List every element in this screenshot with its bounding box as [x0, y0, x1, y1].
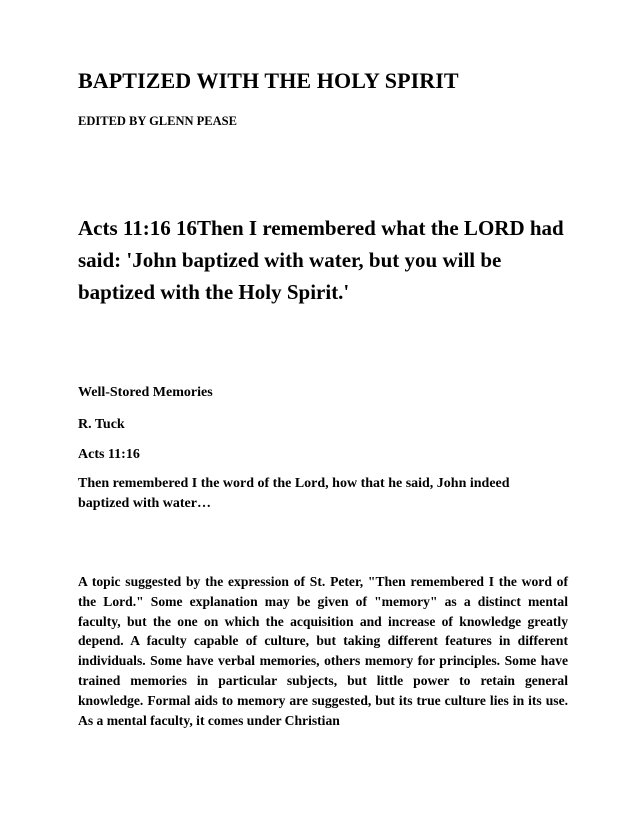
body-paragraph: A topic suggested by the expression of St. Peter, "Then remembered I the word of the Lord." Some explanation may be given of "memory" as a distinct mental faculty, but the one on which the acquisition and increase of knowledge greatly depend. A faculty capable of culture, but taking different features in different individuals. Some have verbal memories, others memory for principles. Some have trained memories in particular subjects, but little power to retain general knowledge. Formal aids to memory are suggested, but its true culture lies in its use. As a mental faculty, it comes under Christian: [78, 574, 568, 728]
section-reference: Acts 11:16: [78, 447, 140, 462]
section-title: Well-Stored Memories: [78, 385, 213, 400]
section-author: R. Tuck: [78, 417, 125, 432]
editor-line: EDITED BY GLENN PEASE: [78, 114, 237, 128]
document-title: BAPTIZED WITH THE HOLY SPIRIT: [78, 68, 459, 93]
section-quote: Then remembered I the word of the Lord, how that he said, John indeed baptized with water…: [78, 476, 510, 511]
verse-heading: Acts 11:16 16Then I remembered what the LORD had said: 'John baptized with water, but you will be baptized with the Holy Spirit.': [78, 216, 564, 304]
